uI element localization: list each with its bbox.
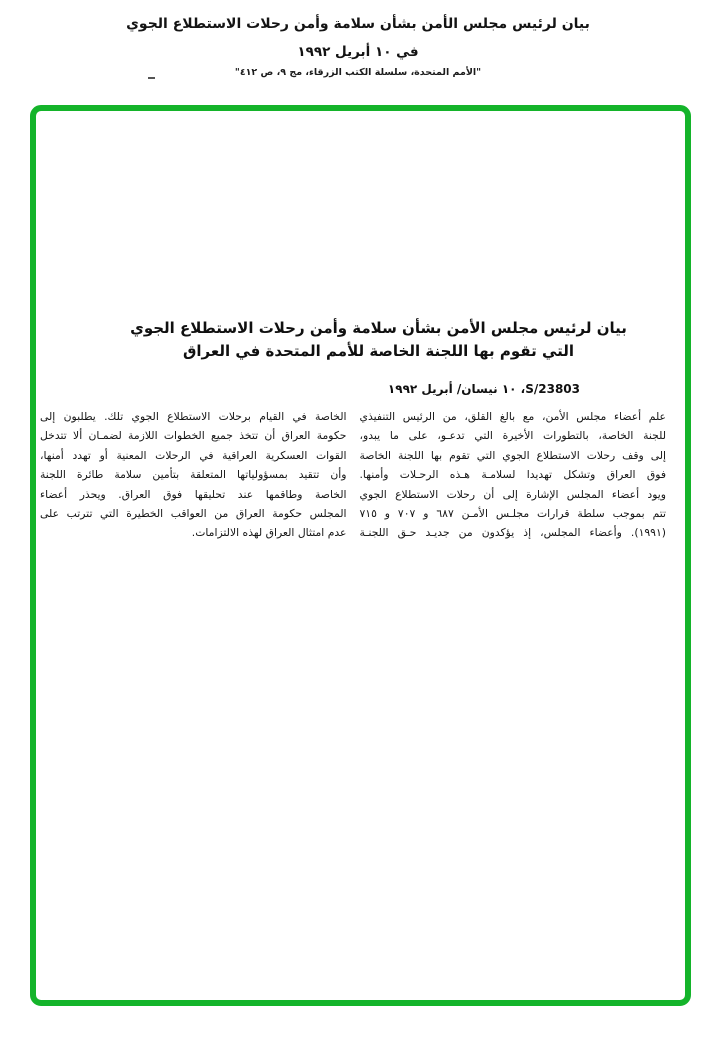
text-line: الخاصة في القيام برحلات الاستطلاع الجوي تلك. يطلبون إلى [40, 410, 347, 423]
page-header-date: في ١٠ أبريل ١٩٩٢ [297, 44, 419, 60]
page-header-title: بيان لرئيس مجلس الأمن بشأن سلامة وأمن رحلات الاستطلاع الجوي [126, 16, 590, 32]
text-line: فوق العراق وتشكل تهديدا لسلامـة هـذه الرحـلات وأمنها. [359, 468, 666, 482]
column-right [360, 407, 667, 543]
scan-artifact-dash [148, 77, 155, 79]
text-line: تتم بموجب سلطة قرارات مجلـس الأمـن ٦٨٧ و ٧٠٧ و ٧١٥ [359, 507, 667, 521]
column-left [40, 407, 347, 543]
document-scan-frame [30, 105, 691, 1006]
text-line: إلى وقف رحلات الاستطلاع الجوي التي تقوم بها اللجنة الخاصة [359, 448, 666, 462]
text-line: ويود أعضاء المجلس الإشارة إلى أن رحلات الاستطلاع الجوي [359, 487, 666, 501]
document-body [40, 407, 666, 543]
document-title-line1: بيان لرئيس مجلس الأمن بشأن سلامة وأمن رحلات الاستطلاع الجوي [130, 319, 627, 337]
document-title-line2: التي تقوم بها اللجنة الخاصة للأمم المتحدة في العراق [182, 342, 575, 360]
text-line: حكومة العراق أن تتخذ جميع الخطوات اللازمة لضمـان ألا تتدخل [40, 429, 347, 443]
text-line: علم أعضاء مجلس الأمن، مع بالغ القلق، من الرئيس التنفيذي [359, 410, 666, 423]
text-line: المجلس حكومة العراق من العواقب الخطيرة التي تترتب على [40, 507, 347, 521]
document-title [54, 317, 703, 363]
document-symbol-date: S/23803، ١٠ نيسان/ أبريل ١٩٩٢ [387, 382, 580, 396]
text-line: عدم امتثال العراق لهذه الالتزامات. [191, 526, 347, 540]
text-line: القوات العسكرية العراقية في الرحلات المعنية أو تهدد أمنها، [40, 448, 347, 462]
text-line: (١٩٩١). وأعضاء المجلس، إذ يؤكدون من جديـد حـق اللجنـة [359, 526, 666, 540]
text-line: الخاصة وطاقمها عند تحليقها فوق العراق. ويحذر أعضاء [40, 487, 347, 501]
text-line: وأن تتقيد بمسؤولياتها المتعلقة بتأمين سلامة طائرة اللجنة [40, 468, 347, 482]
text-line: للجنة الخاصة، بالتطورات الأخيرة التي تدعـو، على ما يبدو، [359, 429, 666, 443]
page-header-citation: "الأمم المتحدة، سلسلة الكتب الزرقاء، مج ٩، ص ٤١٢" [234, 67, 482, 78]
